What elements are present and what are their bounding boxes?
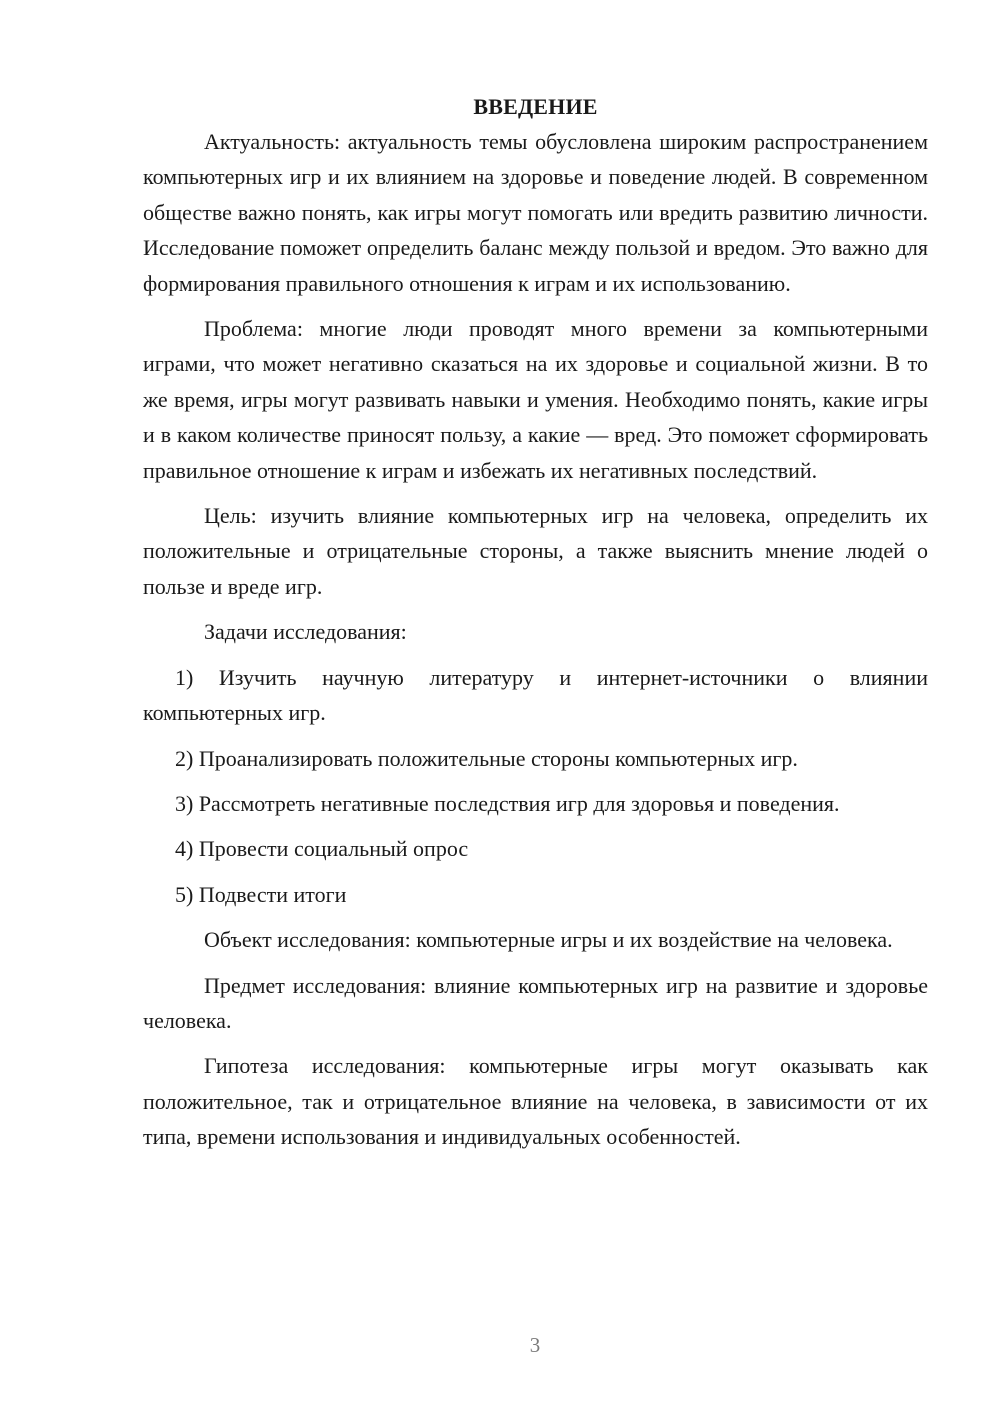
paragraph-problem: Проблема: многие люди проводят много времени за компьютерными играми, что может негативно сказаться на их здоровье и социальной жизни. В то же время, игры могут развивать навыки и умения. Необходимо понять, какие игры и в каком количестве приносят пользу, а какие — вред. Это поможет сформировать правильное отношение к играм и избежать их негативных последствий. (143, 316, 928, 483)
task-item-1: 1) Изучить научную литературу и интернет-источники о влиянии компьютерных игр. (143, 664, 928, 726)
paragraph-goal: Цель: изучить влияние компьютерных игр на человека, определить их положительные и отрицательные стороны, а также выяснить мнение людей о пользе и вреде игр. (143, 503, 928, 599)
tasks-heading: Задачи исследования: (204, 619, 407, 645)
paragraph-hypothesis: Гипотеза исследования: компьютерные игры могут оказывать как положительное, так и отрицательное влияние на человека, в зависимости от их типа, времени использования и индивидуальных особенностей. (143, 1053, 928, 1150)
page-number: 3 (529, 1333, 541, 1357)
task-item-5: 5) Подвести итоги (175, 881, 347, 907)
paragraph-relevance: Актуальность: актуальность темы обусловлена широким распространением компьютерных игр и их влиянием на здоровье и поведение людей. В современном обществе важно понять, как игры могут помогать или вредить развитию личности. Исследование поможет определить баланс между пользой и вредом. Это важно для формирования правильного отношения к играм и их использованию. (143, 129, 928, 296)
paragraph-object: Объект исследования: компьютерные игры и их воздействие на человека. (204, 927, 893, 953)
task-item-2: 2) Проанализировать положительные стороны компьютерных игр. (175, 745, 798, 771)
task-item-4: 4) Провести социальный опрос (175, 836, 469, 862)
section-title: ВВЕДЕНИЕ (473, 94, 598, 119)
paragraph-subject: Предмет исследования: влияние компьютерных игр на развитие и здоровье человека. (143, 972, 928, 1033)
task-item-3: 3) Рассмотреть негативные последствия игр для здоровья и поведения. (175, 790, 840, 816)
document-page (143, 92, 928, 1165)
